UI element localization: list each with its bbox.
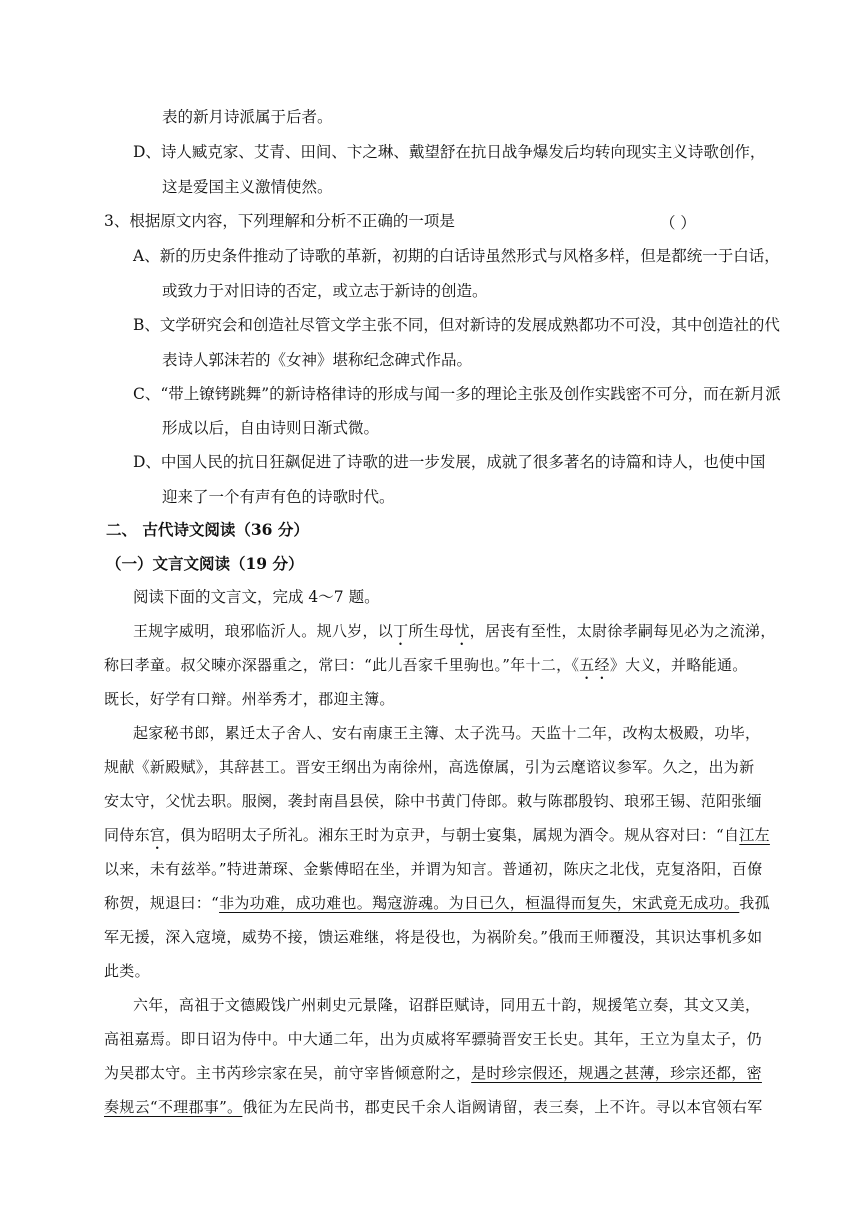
passage-p3-line3: 为吴郡太守。主书芮珍宗家在吴，前守宰皆倾意附之，是时珍宗假还，规遇之甚薄，珍宗还都，密 (104, 1064, 762, 1082)
underlined-sentence: 是时珍宗假还，规遇之甚薄，珍宗还都，密 (471, 1064, 762, 1082)
passage-p2-line2: 规献《新殿赋》，其辞甚工。晋安王纲出为南徐州，高选僚属，引为云麾谘议参军。久之，出为新 (104, 758, 755, 776)
q3-option-d-line2: 迎来了一个有声有色的诗歌时代。 (162, 488, 395, 506)
section-heading: 二、 古代诗文阅读（36 分） (106, 520, 309, 539)
passage-p1-line2: 称曰孝童。叔父暕亦深器重之，常曰：“此儿吾家千里驹也。”年十二，《五经》大义，并略能通。 (104, 656, 748, 674)
passage-p3-line4: 奏规云“不理郡事”。俄征为左民尚书，郡吏民千余人诣阙请留，表三奏，上不许。寻以本官领右军 (104, 1098, 763, 1116)
passage-p2-line3: 安太守，父忧去职。服阕，袭封南昌县侯，除中书黄门侍郎。敕与陈郡殷钧、琅邪王锡、范阳张缅 (104, 792, 762, 810)
passage-p2-line7: 军无援，深入寇境，威势不接，馈运难继，将是役也，为祸阶矣。”俄而王师覆没，其识达事机多如 (104, 928, 763, 946)
passage-p2-line5: 以来，未有兹举。”特进萧琛、金紫傅昭在坐，并谓为知言。普通初，陈庆之北伐，克复洛阳，百僚 (104, 860, 763, 878)
q3-option-d-line1: D、中国人民的抗日狂飙促进了诗歌的进一步发展，成就了很多著名的诗篇和诗人，也使中国 (133, 453, 766, 471)
q3-option-c-line2: 形成以后，自由诗则日渐式微。 (162, 419, 380, 437)
q3-option-b-line1: B、文学研究会和创造社尽管文学主张不同，但对新诗的发展成熟都功不可没，其中创造社的代 (133, 316, 780, 334)
q3-option-a-line1: A、新的历史条件推动了诗歌的革新，初期的白话诗虽然形式与风格多样，但是都统一于白话， (133, 247, 780, 265)
underlined-sentence: 奏规云“不理郡事”。 (104, 1098, 243, 1116)
passage-p1-line1: 王规字威明，琅邪临沂人。规八岁，以丁所生母忧，居丧有至性，太尉徐孝嗣每见必为之流涕， (133, 622, 776, 640)
q3-stem: 3、根据原文内容，下列理解和分析不正确的一项是 (104, 212, 455, 230)
subsection-heading: （一）文言文阅读（19 分） (106, 554, 304, 573)
emphasis-mark: 五经 (579, 656, 610, 674)
passage-p3-line2: 高祖嘉焉。即日诏为侍中。中大通二年，出为贞威将军骠骑晋安王长史。其年，王立为皇太子，仍 (104, 1030, 762, 1048)
passage-p3-line1: 六年，高祖于文德殿饯广州刺史元景隆，诏群臣赋诗，同用五十韵，规援笔立奏，其文又美， (133, 996, 761, 1014)
q3-option-b-line2: 表诗人郭沫若的《女神》堪称纪念碑式作品。 (162, 351, 473, 369)
q3-option-c-line1: C、“带上镣铐跳舞”的新诗格律诗的形成与闻一多的理论主张及创作实践密不可分，而在新月派 (133, 385, 781, 403)
passage-p2-line8: 此类。 (104, 962, 150, 980)
passage-p2-line1: 起家秘书郎，累迁太子舍人、安右南康王主簿、太子洗马。天监十二年，改构太极殿，功毕， (133, 724, 761, 742)
emphasis-mark: 忧 (454, 622, 470, 640)
underlined-sentence: 非为功难，成功难也。羯寇游魂。为日已久，桓温得而复失，宋武竟无成功。 (219, 894, 740, 912)
passage-p2-line6: 称贺，规退曰：“非为功难，成功难也。羯寇游魂。为日已久，桓温得而复失，宋武竟无成功。我孤 (104, 894, 770, 912)
q2-option-d-line1: D、诗人臧克家、艾青、田间、卞之琳、戴望舒在抗日战争爆发后均转向现实主义诗歌创作， (133, 143, 766, 161)
q2-option-d-line2: 这是爱国主义激情使然。 (162, 178, 333, 196)
q3-answer-paren: （ ） (660, 214, 696, 232)
emphasis-mark: 丁 (393, 622, 409, 640)
reading-instruction: 阅读下面的文言文，完成 4～7 题。 (133, 588, 380, 606)
q2-option-c-continuation: 表的新月诗派属于后者。 (162, 108, 333, 126)
underlined-text: 江左 (739, 826, 770, 844)
passage-p2-line4: 同侍东宫，俱为昭明太子所礼。湘东王时为京尹，与朝士宴集，属规为酒令。规从容对曰：“自江左 (104, 826, 770, 844)
emphasis-mark: 宫 (149, 826, 166, 844)
q3-option-a-line2: 或致力于对旧诗的否定，或立志于新诗的创造。 (162, 282, 488, 300)
passage-p1-line3: 既长，好学有口辩。州举秀才，郡迎主簿。 (104, 690, 395, 708)
